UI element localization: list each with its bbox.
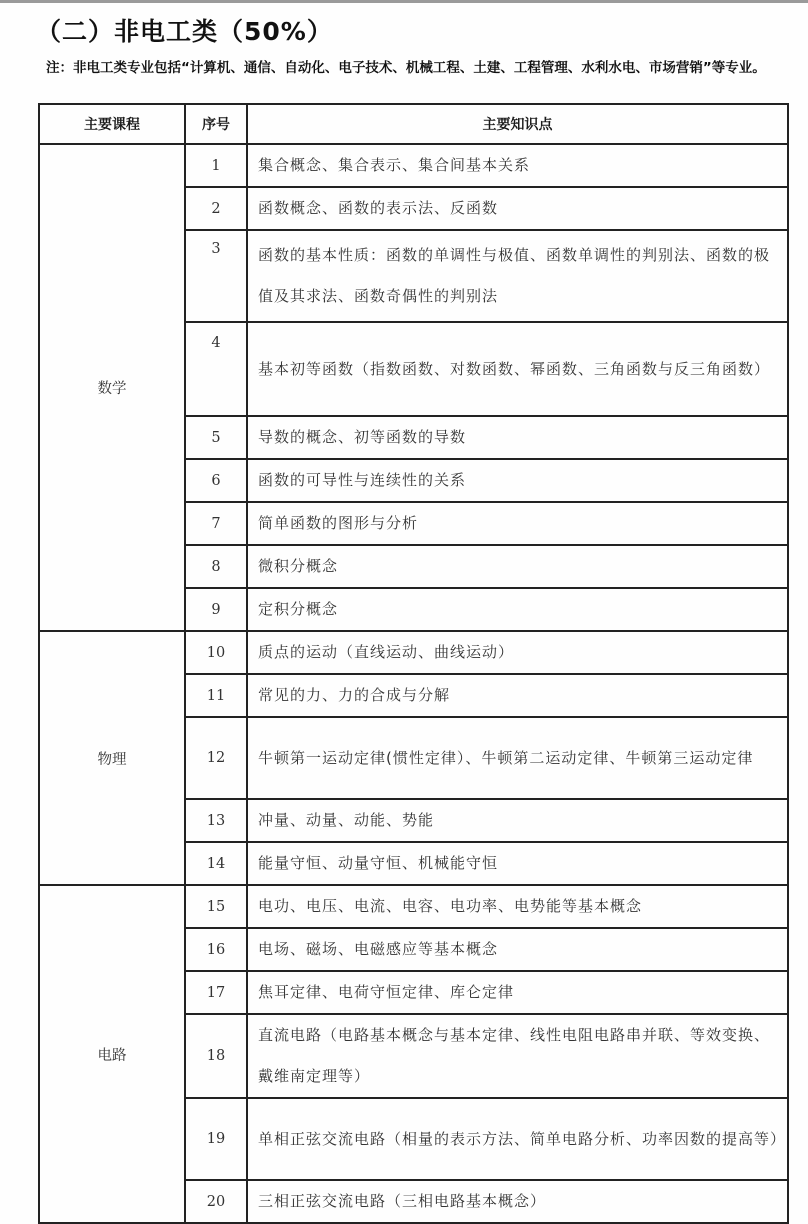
row-number: 20 bbox=[185, 1180, 247, 1223]
row-point: 函数概念、函数的表示法、反函数 bbox=[247, 187, 788, 230]
row-number: 9 bbox=[185, 588, 247, 631]
section-title: （二）非电工类（50%） bbox=[36, 17, 333, 46]
row-point: 电功、电压、电流、电容、电功率、电势能等基本概念 bbox=[247, 885, 788, 928]
row-point: 电场、磁场、电磁感应等基本概念 bbox=[247, 928, 788, 971]
header-points: 主要知识点 bbox=[247, 104, 788, 144]
row-point: 三相正弦交流电路（三相电路基本概念） bbox=[247, 1180, 788, 1223]
row-number: 19 bbox=[185, 1098, 247, 1180]
course-math: 数学 bbox=[39, 144, 185, 631]
course-physics: 物理 bbox=[39, 631, 185, 885]
table-header-row bbox=[39, 104, 788, 144]
table-row bbox=[39, 885, 788, 928]
row-number: 5 bbox=[185, 416, 247, 459]
course-circuit: 电路 bbox=[39, 885, 185, 1223]
row-number: 11 bbox=[185, 674, 247, 717]
row-point: 冲量、动量、动能、势能 bbox=[247, 799, 788, 842]
row-number: 10 bbox=[185, 631, 247, 674]
row-number: 16 bbox=[185, 928, 247, 971]
row-point: 牛顿第一运动定律(惯性定律）、牛顿第二运动定律、牛顿第三运动定律 bbox=[247, 717, 788, 799]
row-point: 简单函数的图形与分析 bbox=[247, 502, 788, 545]
row-point: 能量守恒、动量守恒、机械能守恒 bbox=[247, 842, 788, 885]
row-point: 导数的概念、初等函数的导数 bbox=[247, 416, 788, 459]
knowledge-table bbox=[38, 103, 789, 1224]
row-number: 13 bbox=[185, 799, 247, 842]
row-point: 质点的运动（直线运动、曲线运动） bbox=[247, 631, 788, 674]
row-number: 8 bbox=[185, 545, 247, 588]
table-row bbox=[39, 631, 788, 674]
row-point: 常见的力、力的合成与分解 bbox=[247, 674, 788, 717]
row-number: 15 bbox=[185, 885, 247, 928]
row-number: 18 bbox=[185, 1014, 247, 1098]
row-point: 函数的基本性质：函数的单调性与极值、函数单调性的判别法、函数的极值及其求法、函数奇偶性的判别法 bbox=[247, 230, 788, 322]
row-number: 7 bbox=[185, 502, 247, 545]
row-point: 微积分概念 bbox=[247, 545, 788, 588]
row-point: 定积分概念 bbox=[247, 588, 788, 631]
row-number: 4 bbox=[185, 322, 247, 416]
section-note: 注：非电工类专业包括“计算机、通信、自动化、电子技术、机械工程、土建、工程管理、水利水电、市场营销”等专业。 bbox=[46, 60, 766, 76]
header-course: 主要课程 bbox=[39, 104, 185, 144]
row-number: 14 bbox=[185, 842, 247, 885]
row-point: 单相正弦交流电路（相量的表示方法、简单电路分析、功率因数的提高等） bbox=[247, 1098, 788, 1180]
row-number: 17 bbox=[185, 971, 247, 1014]
row-number: 1 bbox=[185, 144, 247, 187]
row-number: 12 bbox=[185, 717, 247, 799]
row-number: 3 bbox=[185, 230, 247, 322]
row-point: 函数的可导性与连续性的关系 bbox=[247, 459, 788, 502]
row-point: 直流电路（电路基本概念与基本定律、线性电阻电路串并联、等效变换、戴维南定理等） bbox=[247, 1014, 788, 1098]
row-point: 基本初等函数（指数函数、对数函数、幂函数、三角函数与反三角函数） bbox=[247, 322, 788, 416]
top-edge bbox=[0, 0, 808, 3]
row-point: 焦耳定律、电荷守恒定律、库仑定律 bbox=[247, 971, 788, 1014]
row-number: 6 bbox=[185, 459, 247, 502]
header-number: 序号 bbox=[185, 104, 247, 144]
table-row bbox=[39, 144, 788, 187]
row-point: 集合概念、集合表示、集合间基本关系 bbox=[247, 144, 788, 187]
row-number: 2 bbox=[185, 187, 247, 230]
